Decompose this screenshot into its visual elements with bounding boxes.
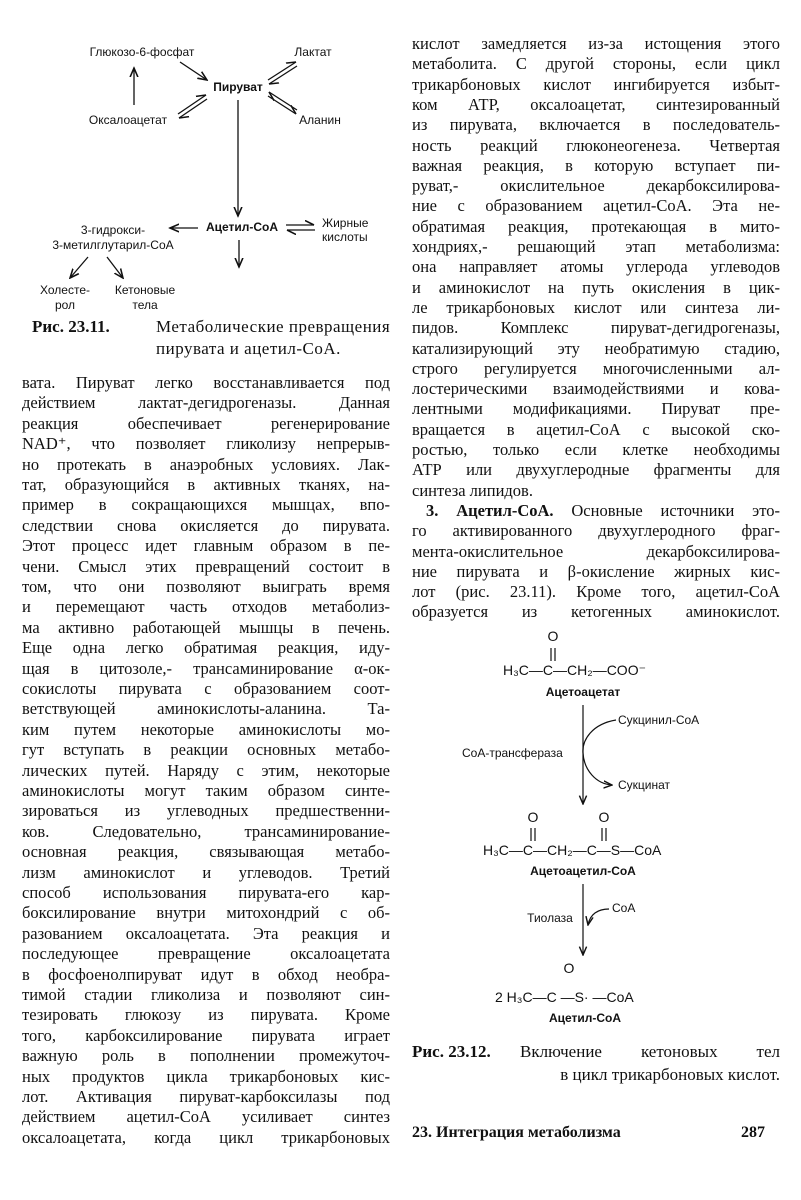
label-cholesterol-1: Холесте- bbox=[40, 283, 90, 297]
label-coa-transferase: СоА-трансфераза bbox=[462, 746, 563, 760]
text-line: ле трикарбоновых кислот или синтеза ли- bbox=[412, 297, 780, 317]
figure-1-caption-1: Метаболические превращения bbox=[156, 317, 391, 336]
carbonyl-oxygen-2: O bbox=[598, 809, 610, 825]
text-line: и перемещают часть отходов метаболиз- bbox=[22, 597, 390, 617]
text-line: Этот процесс идет главным образом в пе- bbox=[22, 536, 390, 556]
text-line: и аминокислот на путь окисления в цик- bbox=[412, 277, 780, 297]
text-line: лических путей. Наряду с этим, некоторые bbox=[22, 760, 390, 780]
text-line: щая в цитозоле,- трансаминирование α-ок- bbox=[22, 658, 390, 678]
figure-2-number: Рис. 23.12. bbox=[412, 1042, 491, 1061]
text-line: синтеза липидов. bbox=[412, 480, 533, 500]
text-line: обратимая реакция, протекающая в мито- bbox=[412, 216, 780, 236]
text-line: действием ацетил-СоА усиливает синтез bbox=[22, 1107, 390, 1127]
text-line: АТР или двухуглеродные фрагменты для bbox=[412, 460, 780, 480]
acetoacetyl-coa-formula: H₃C—C—CH₂—C—S—CoA bbox=[483, 842, 662, 858]
text-line: оксалоацетата, когда цикл трикарбоновых bbox=[22, 1127, 390, 1147]
label-thiolase: Тиолаза bbox=[527, 911, 573, 925]
text-line: ков. Следовательно, трансаминирование- bbox=[22, 821, 390, 841]
acetoacetate-formula: H₃C—C—CH₂—COO⁻ bbox=[503, 662, 646, 678]
text-line: из пирувата, включается в последователь- bbox=[412, 115, 780, 135]
page-number: 287 bbox=[741, 1124, 765, 1141]
text-line: катализирующий эту необратимую стадию, bbox=[412, 338, 780, 358]
figure-2-caption-1: Включение кетоновых тел bbox=[520, 1042, 780, 1061]
text-line: того, карбоксилирование пирувата играет bbox=[22, 1025, 390, 1045]
text-line: лентными модификациями. Пируват пре- bbox=[412, 399, 780, 419]
label-acetyl-coa-2: Ацетил-СоА bbox=[548, 1011, 622, 1025]
text-line: аминокислоты могут таким образом синте- bbox=[22, 781, 390, 800]
text-line: трикарбоновых кислот ингибируется избыт- bbox=[412, 74, 780, 94]
label-cholesterol-2: рол bbox=[54, 298, 76, 312]
text-line: го активированного двухуглеродного фраг- bbox=[412, 521, 780, 541]
text-line: тат, образующийся в активных тканях, на- bbox=[22, 475, 390, 494]
label-alanine: Аланин bbox=[299, 113, 341, 127]
text-line: вращается в ацетил-СоА с высокой ско- bbox=[412, 419, 780, 439]
label-hmg-2: 3-метилглутарил-СоА bbox=[52, 238, 174, 252]
text-line: реакция обеспечивает регенерирование bbox=[22, 413, 390, 433]
text-line: ростью, только если клетке необходимы bbox=[412, 440, 780, 459]
text-line: лот. Активация пируват-карбоксилазы под bbox=[22, 1087, 390, 1106]
label-oxaloacetate: Оксалоацетат bbox=[88, 113, 168, 127]
text-line: ком АТР, оксалоацетат, синтезированный bbox=[412, 94, 780, 114]
text-line: тезировать глюкозу из пирувата. Кроме bbox=[22, 1005, 390, 1025]
text-line: хондриях,- решающий этап метаболизма: bbox=[412, 237, 780, 256]
text-line: ветствующей аминокислоты-аланина. Та- bbox=[22, 699, 390, 719]
label-fatty-acids-2: кислоты bbox=[322, 230, 368, 244]
text-line: лостерическими взаимодействиями и кова- bbox=[412, 379, 780, 399]
label-acetoacetate: Ацетоацетат bbox=[545, 685, 621, 699]
text-line: ким путем некоторые аминокислоты мо- bbox=[22, 719, 390, 739]
text-line: образуется из кетогенных аминокислот. bbox=[412, 602, 780, 622]
carbonyl-oxygen-1: O bbox=[527, 809, 539, 825]
text-fragment: Основные источники это- bbox=[571, 500, 780, 520]
text-line: вата. Пируват легко восстанавливается под bbox=[22, 373, 390, 392]
label-ketone-bodies-1: Кетоновые bbox=[114, 283, 176, 297]
text-line: кислот замедляется из-за истощения этого bbox=[412, 34, 780, 53]
label-acetyl-coa: Ацетил-СоА bbox=[205, 220, 279, 234]
figure-1-number: Рис. 23.11. bbox=[32, 317, 110, 336]
text-line: гут вступать в реакции основных метабо- bbox=[22, 740, 390, 760]
text-line: важная реакция, в которую вступает пи- bbox=[412, 155, 780, 175]
section-heading: 3. Ацетил-СоА. bbox=[426, 500, 554, 520]
running-footer-chapter: 23. Интеграция метаболизма bbox=[412, 1124, 621, 1141]
carbonyl-oxygen-3: O bbox=[563, 960, 575, 976]
text-line: разованием оксалоацетата. Эта реакция и bbox=[22, 923, 390, 943]
text-line: Еще одна легко обратимая реакция, иду- bbox=[22, 638, 390, 658]
text-line: но протекать в анаэробных условиях. Лак- bbox=[22, 454, 390, 474]
label-succinate: Сукцинат bbox=[618, 778, 671, 792]
text-line: пидов. Комплекс пируват-дегидрогеназы, bbox=[412, 318, 780, 338]
label-hmg-1: 3-гидрокси- bbox=[80, 223, 146, 237]
label-ketone-bodies-2: тела bbox=[132, 298, 158, 312]
text-line: боксилирование внутри митохондрий с об- bbox=[22, 903, 390, 923]
text-line: пример в сокращающихся мышцах, впо- bbox=[22, 495, 390, 515]
text-line: она направляет атомы углерода углеводов bbox=[412, 257, 780, 277]
text-line: основная реакция, связывающая метабо- bbox=[22, 842, 390, 862]
text-line: следствии снова окисляется до пирувата. bbox=[22, 515, 390, 535]
text-line: способ использования пирувата-его кар- bbox=[22, 883, 390, 902]
text-line: ние с образованием ацетил-СоА. Эта не- bbox=[412, 196, 780, 216]
text-line: тимой стадии гликолиза и позволяют син- bbox=[22, 985, 390, 1004]
label-pyruvate: Пируват bbox=[213, 80, 263, 94]
label-lactate: Лактат bbox=[294, 45, 332, 59]
label-glucose-6-phosphate: Глюкозо-6-фосфат bbox=[89, 45, 195, 59]
text-line: важную роль в пополнении промежуточ- bbox=[22, 1046, 390, 1066]
figure-2-caption-2: в цикл трикарбоновых кислот. bbox=[560, 1065, 780, 1084]
text-line: ма активно работающей мышцы в печень. bbox=[22, 617, 390, 637]
text-line: чени. Смысл этих превращений состоит в bbox=[22, 556, 390, 576]
acetyl-coa-formula: 2 H₃C—C —S· —CoA bbox=[495, 989, 634, 1005]
text-line: метаболита. С другой стороны, если цикл bbox=[412, 54, 780, 74]
label-coa: CoA bbox=[612, 901, 636, 915]
text-line: строго регулируется многочисленными ал- bbox=[412, 358, 780, 378]
text-line: лот (рис. 23.11). Кроме того, ацетил-СоА bbox=[412, 582, 780, 602]
label-succinyl-coa: Сукцинил-СоА bbox=[618, 713, 700, 727]
text-line: ние пирувата и β-окисление жирных кис- bbox=[412, 561, 780, 581]
text-line: мента-окислительное декарбоксилирова- bbox=[412, 541, 780, 561]
text-line: том, что они позволяют выиграть время bbox=[22, 577, 390, 596]
text-line: сокислоты пирувата с образованием соот- bbox=[22, 679, 390, 698]
label-acetoacetyl-coa: Ацетоацетил-СоА bbox=[530, 864, 636, 878]
carbonyl-oxygen: O bbox=[547, 628, 559, 644]
text-line: ных продуктов цикла трикарбоновых кис- bbox=[22, 1066, 390, 1086]
text-line: зироваться из углеводных предшественни- bbox=[22, 801, 390, 821]
text-line: действием лактат-дегидрогеназы. Данная bbox=[22, 393, 390, 413]
text-line: последующее превращение оксалоацетата bbox=[22, 944, 390, 964]
text-line: NAD⁺, что позволяет гликолизу непрерыв- bbox=[22, 434, 390, 454]
text-line: лизм аминокислот и углеводов. Третий bbox=[22, 862, 390, 882]
text-line: руват,- окислительное декарбоксилирова- bbox=[412, 176, 780, 196]
text-line: в фосфоенолпируват идут в обход необра- bbox=[22, 964, 390, 984]
label-fatty-acids-1: Жирные bbox=[322, 216, 369, 230]
figure-1-caption-2: пирувата и ацетил-СоА. bbox=[156, 339, 341, 358]
text-line: ность реакций глюконеогенеза. Четвертая bbox=[412, 135, 780, 155]
